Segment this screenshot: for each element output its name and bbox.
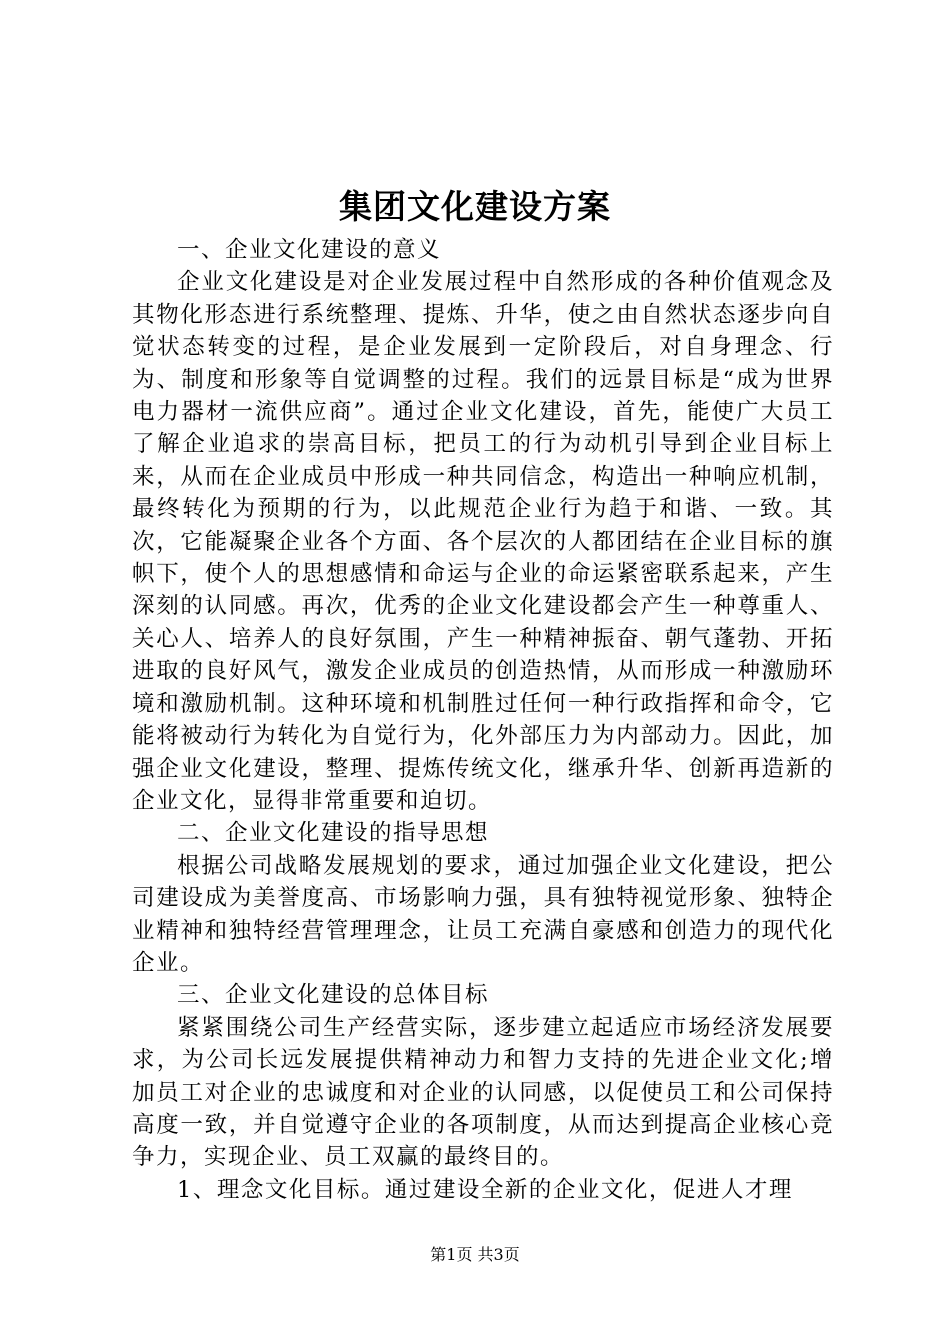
paragraph-significance: 企业文化建设是对企业发展过程中自然形成的各种价值观念及其物化形态进行系统整理、提炼、升华，使之由自然状态逐步向自觉状态转变的过程，是企业发展到一定阶段后，对自身理念、行为、制度和形象等自觉调整的过程。我们的远景目标是“成为世界电力器材一流供应商”。通过企业文化建设，首先，能使广大员工了解企业追求的崇高目标，把员工的行为动机引导到企业目标上来，从而在企业成员中形成一种共同信念，构造出一种响应机制，最终转化为预期的行为，以此规范企业行为趋于和谐、一致。其次，它能凝聚企业各个方面、各个层次的人都团结在企业目标的旗帜下，使个人的思想感情和命运与企业的命运紧密联系起来，产生深刻的认同感。再次，优秀的企业文化建设都会产生一种尊重人、关心人、培养人的良好氛围，产生一种精神振奋、朝气蓬勃、开拓进取的良好风气，激发企业成员的创造热情，从而形成一种激励环境和激励机制。这种环境和机制胜过任何一种行政指挥和命令，它能将被动行为转化为自觉行为，化外部压力为内部动力。因此，加强企业文化建设，整理、提炼传统文化，继承升华、创新再造新的企业文化，显得非常重要和迫切。: [132, 269, 834, 814]
paragraph-concept-goal: 1、理念文化目标。通过建设全新的企业文化，促进人才理: [177, 1176, 793, 1203]
paragraph-guiding-thought: 根据公司战略发展规划的要求，通过加强企业文化建设，把公司建设成为美誉度高、市场影响力强，具有独特视觉形象、独特企业精神和独特经营管理理念，让员工充满自豪感和创造力的现代化企业。: [132, 852, 834, 976]
paragraph-overall-goal: 紧紧围绕公司生产经营实际，逐步建立起适应市场经济发展要求，为公司长远发展提供精神动力和智力支持的先进企业文化;增加员工对企业的忠诚度和对企业的认同感，以促使员工和公司保持高度一致，并自觉遵守企业的各项制度，从而达到提高企业核心竞争力，实现企业、员工双赢的最终目的。: [132, 1014, 834, 1171]
page-number-footer: 第1页 共3页: [430, 1245, 520, 1264]
section-heading-1: 一、企业文化建设的意义: [177, 237, 442, 263]
document-body: [132, 234, 834, 1206]
document-title: 集团文化建设方案: [339, 187, 611, 226]
section-heading-3: 三、企业文化建设的总体目标: [177, 982, 490, 1009]
section-heading-2: 二、企业文化建设的指导思想: [177, 820, 490, 847]
